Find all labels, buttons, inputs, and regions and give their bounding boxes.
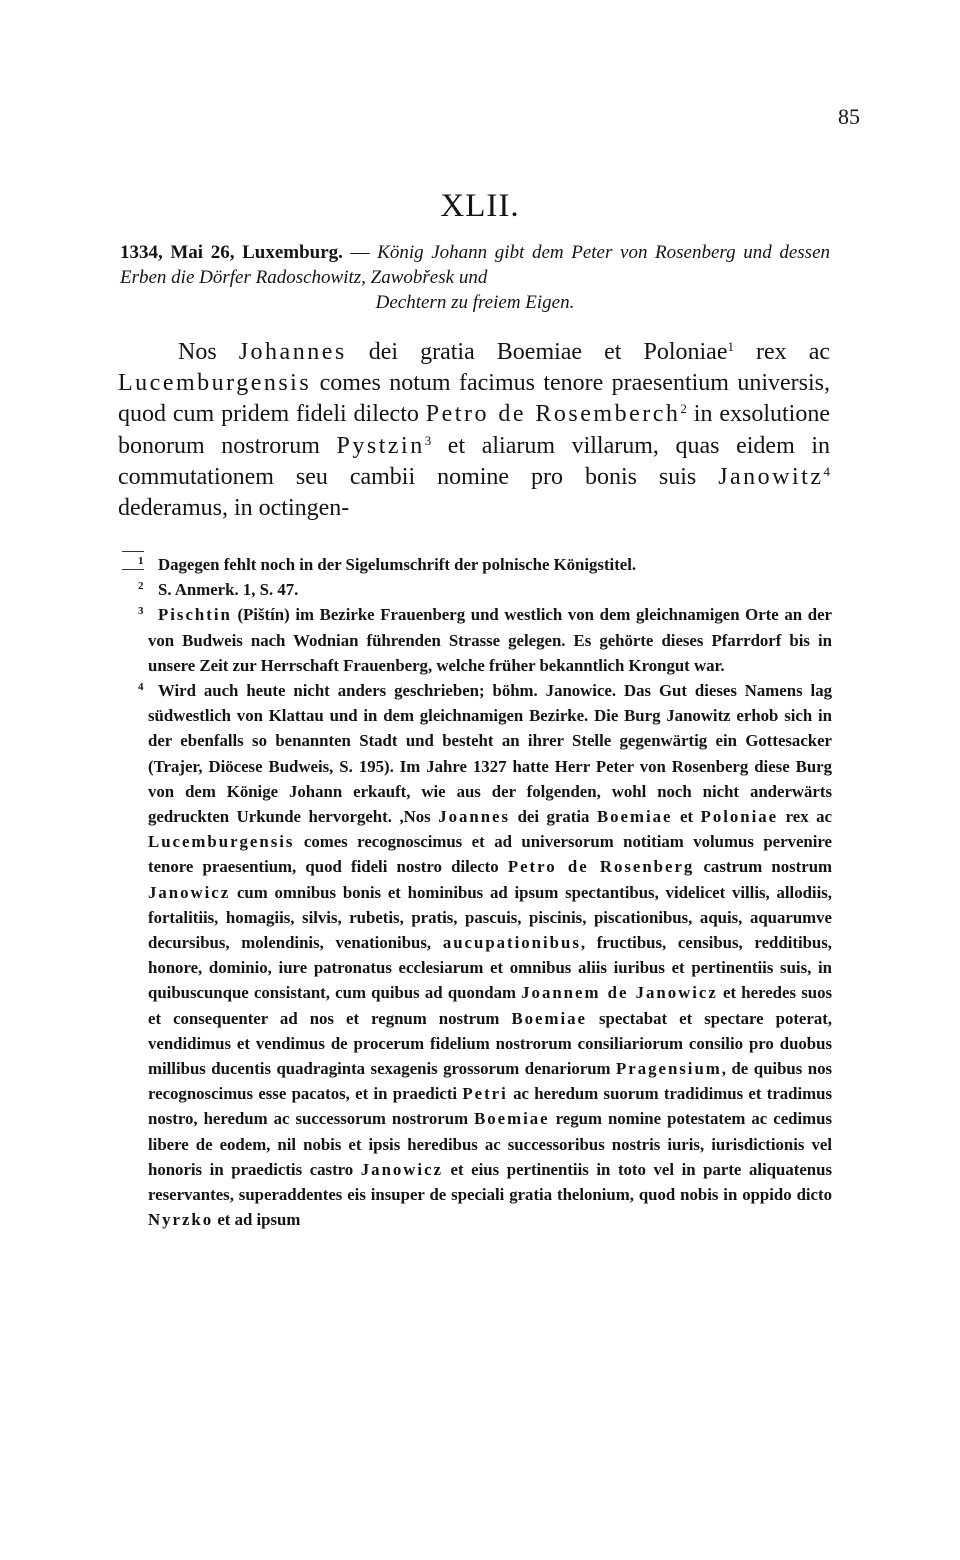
header-summary: König Johann gibt dem Peter von Rosenberg und dessen Erben die Dörfer Radoschowitz, Zawobřesk und bbox=[120, 242, 831, 288]
footnote-text: Pischtin (Pištín) im Bezirke Frauenberg und westlich von dem gleichnamigen Orte an der von Budweis nach Wodnian führenden Strasse gelegen. Es gehörte dieses Pfarrdorf bis in unsere Zeit zur Herrschaft Frauenberg, welche früher bekanntlich Krongut war. bbox=[148, 605, 832, 675]
name-johannes: Johannes bbox=[238, 339, 347, 365]
name-lucemburgensis: Lucemburgensis bbox=[118, 370, 312, 397]
footnote-number: 2 bbox=[138, 580, 144, 593]
footnote-number: 4 bbox=[138, 681, 144, 694]
footnote-ref-4: 4 bbox=[823, 463, 830, 479]
footnote-2 bbox=[138, 577, 832, 602]
footnote-ref-3: 3 bbox=[424, 432, 432, 448]
footnote-3 bbox=[138, 602, 832, 678]
footnote-1 bbox=[138, 552, 832, 577]
footnotes bbox=[138, 552, 833, 1232]
document-number: XLII. bbox=[440, 188, 520, 224]
name-pystzin: Pystzin bbox=[336, 432, 425, 459]
page-number: 85 bbox=[838, 104, 860, 129]
footnote-text: Wird auch heute nicht anders geschrieben; böhm. Janowice. Das Gut dieses Namens lag südwestlich von Klattau und in dem gleichnamigen Bezirke. Die Burg Janowitz erhob sich in der ebenfalls so benannten Stadt und besteht an ihrer Stelle gegenwärtig ein Gottesacker (Trajer, Diöcese Budweis, S. 195). Im Jahre 1327 hatte Herr Peter von Rosenberg diese Burg von dem Könige Johann erkauft, wie aus der folgenden, wohl noch nicht anderwärts gedruckten Urkunde hervorgeht. ,Nos Joannes dei gratia Boemiae et Poloniae rex ac Lucemburgensis comes recognoscimus et ad universorum notitiam volumus pervenire tenore praesentium, quod fideli nostro dilecto Petro de Rosenberg castrum nostrum Janowicz cum omnibus bonis et hominibus ad ipsum spectantibus, videlicet villis, allodiis, fortalitiis, homagiis, silvis, rubetis, pratis, pascuis, piscinis, piscationibus, aquis, aquarumve decursibus, molendinis, venationibus, aucupationibus, fructibus, censibus, redditibus, honore, dominio, iure patronatus ecclesiarum et omnibus aliis iuribus et pertinentiis suis, in quibuscunque consistant, cum quibus ad quondam Joannem de Janowicz et heredes suos et consequenter ad nos et regnum nostrum Boemiae spectabat et spectare poterat, vendidimus et vendimus de procerum fidelium nostrorum consiliariorum consilio pro duobus millibus ducentis quadraginta sexagenis grossorum denariorum Pragensium, de quibus nos recognoscimus esse pacatos, et in praedicti Petri ac heredum suorum tradidimus et tradimus nostro, heredum ac successorum nostrorum Boemiae regum nomine potestatem ac cedimus libere de eodem, nil nobis et ipsis heredibus ac successoribus nostris iuris, iurisdictionis vel honoris in praedictis castro Janowicz et eius pertinentiis in toto vel in parte aliquatenus reservantes, superaddentes eis insuper de speciali gratia thelonium, quod nobis in oppido dicto Nyrzko et ad ipsum bbox=[148, 681, 833, 1230]
footnote-text: S. Anmerk. 1, S. 47. bbox=[158, 580, 299, 600]
charter-text bbox=[118, 337, 830, 524]
header-summary-end: Dechtern zu freiem Eigen. bbox=[375, 292, 575, 313]
footnote-text: Dagegen fehlt noch in der Sigelumschrift der polnische Königstitel. bbox=[158, 555, 637, 574]
charter-paragraph: Nos Johannes dei gratia Boemiae et Poloniae$^1$ rex ac Lucemburgensis comes notum facimus tenore praesentium universis, quod cum pridem fideli dilecto Petro de Rosemberch$^2$ in exsolutione bonorum nostrorum Pystzin$^3$ et aliarum villarum, quas eidem in commutationem seu cambii nomine pro bonis suis Janowitz$^4$ dederamus, in octingen- bbox=[118, 339, 831, 522]
footnote-ref-1: 1 bbox=[727, 339, 734, 354]
name-petro: Petro de Rosemberch bbox=[425, 401, 681, 428]
footnote-number: 3 bbox=[138, 605, 144, 618]
footnote-4 bbox=[138, 678, 833, 1232]
footnote-ref-2: 2 bbox=[680, 401, 687, 417]
name-janowitz: Janowitz bbox=[718, 463, 824, 490]
document-header bbox=[120, 240, 830, 315]
footnote-number: 1 bbox=[138, 555, 144, 567]
date-place: 1334, Mai 26, Luxemburg. bbox=[120, 242, 343, 263]
header-dash: — bbox=[350, 242, 370, 263]
